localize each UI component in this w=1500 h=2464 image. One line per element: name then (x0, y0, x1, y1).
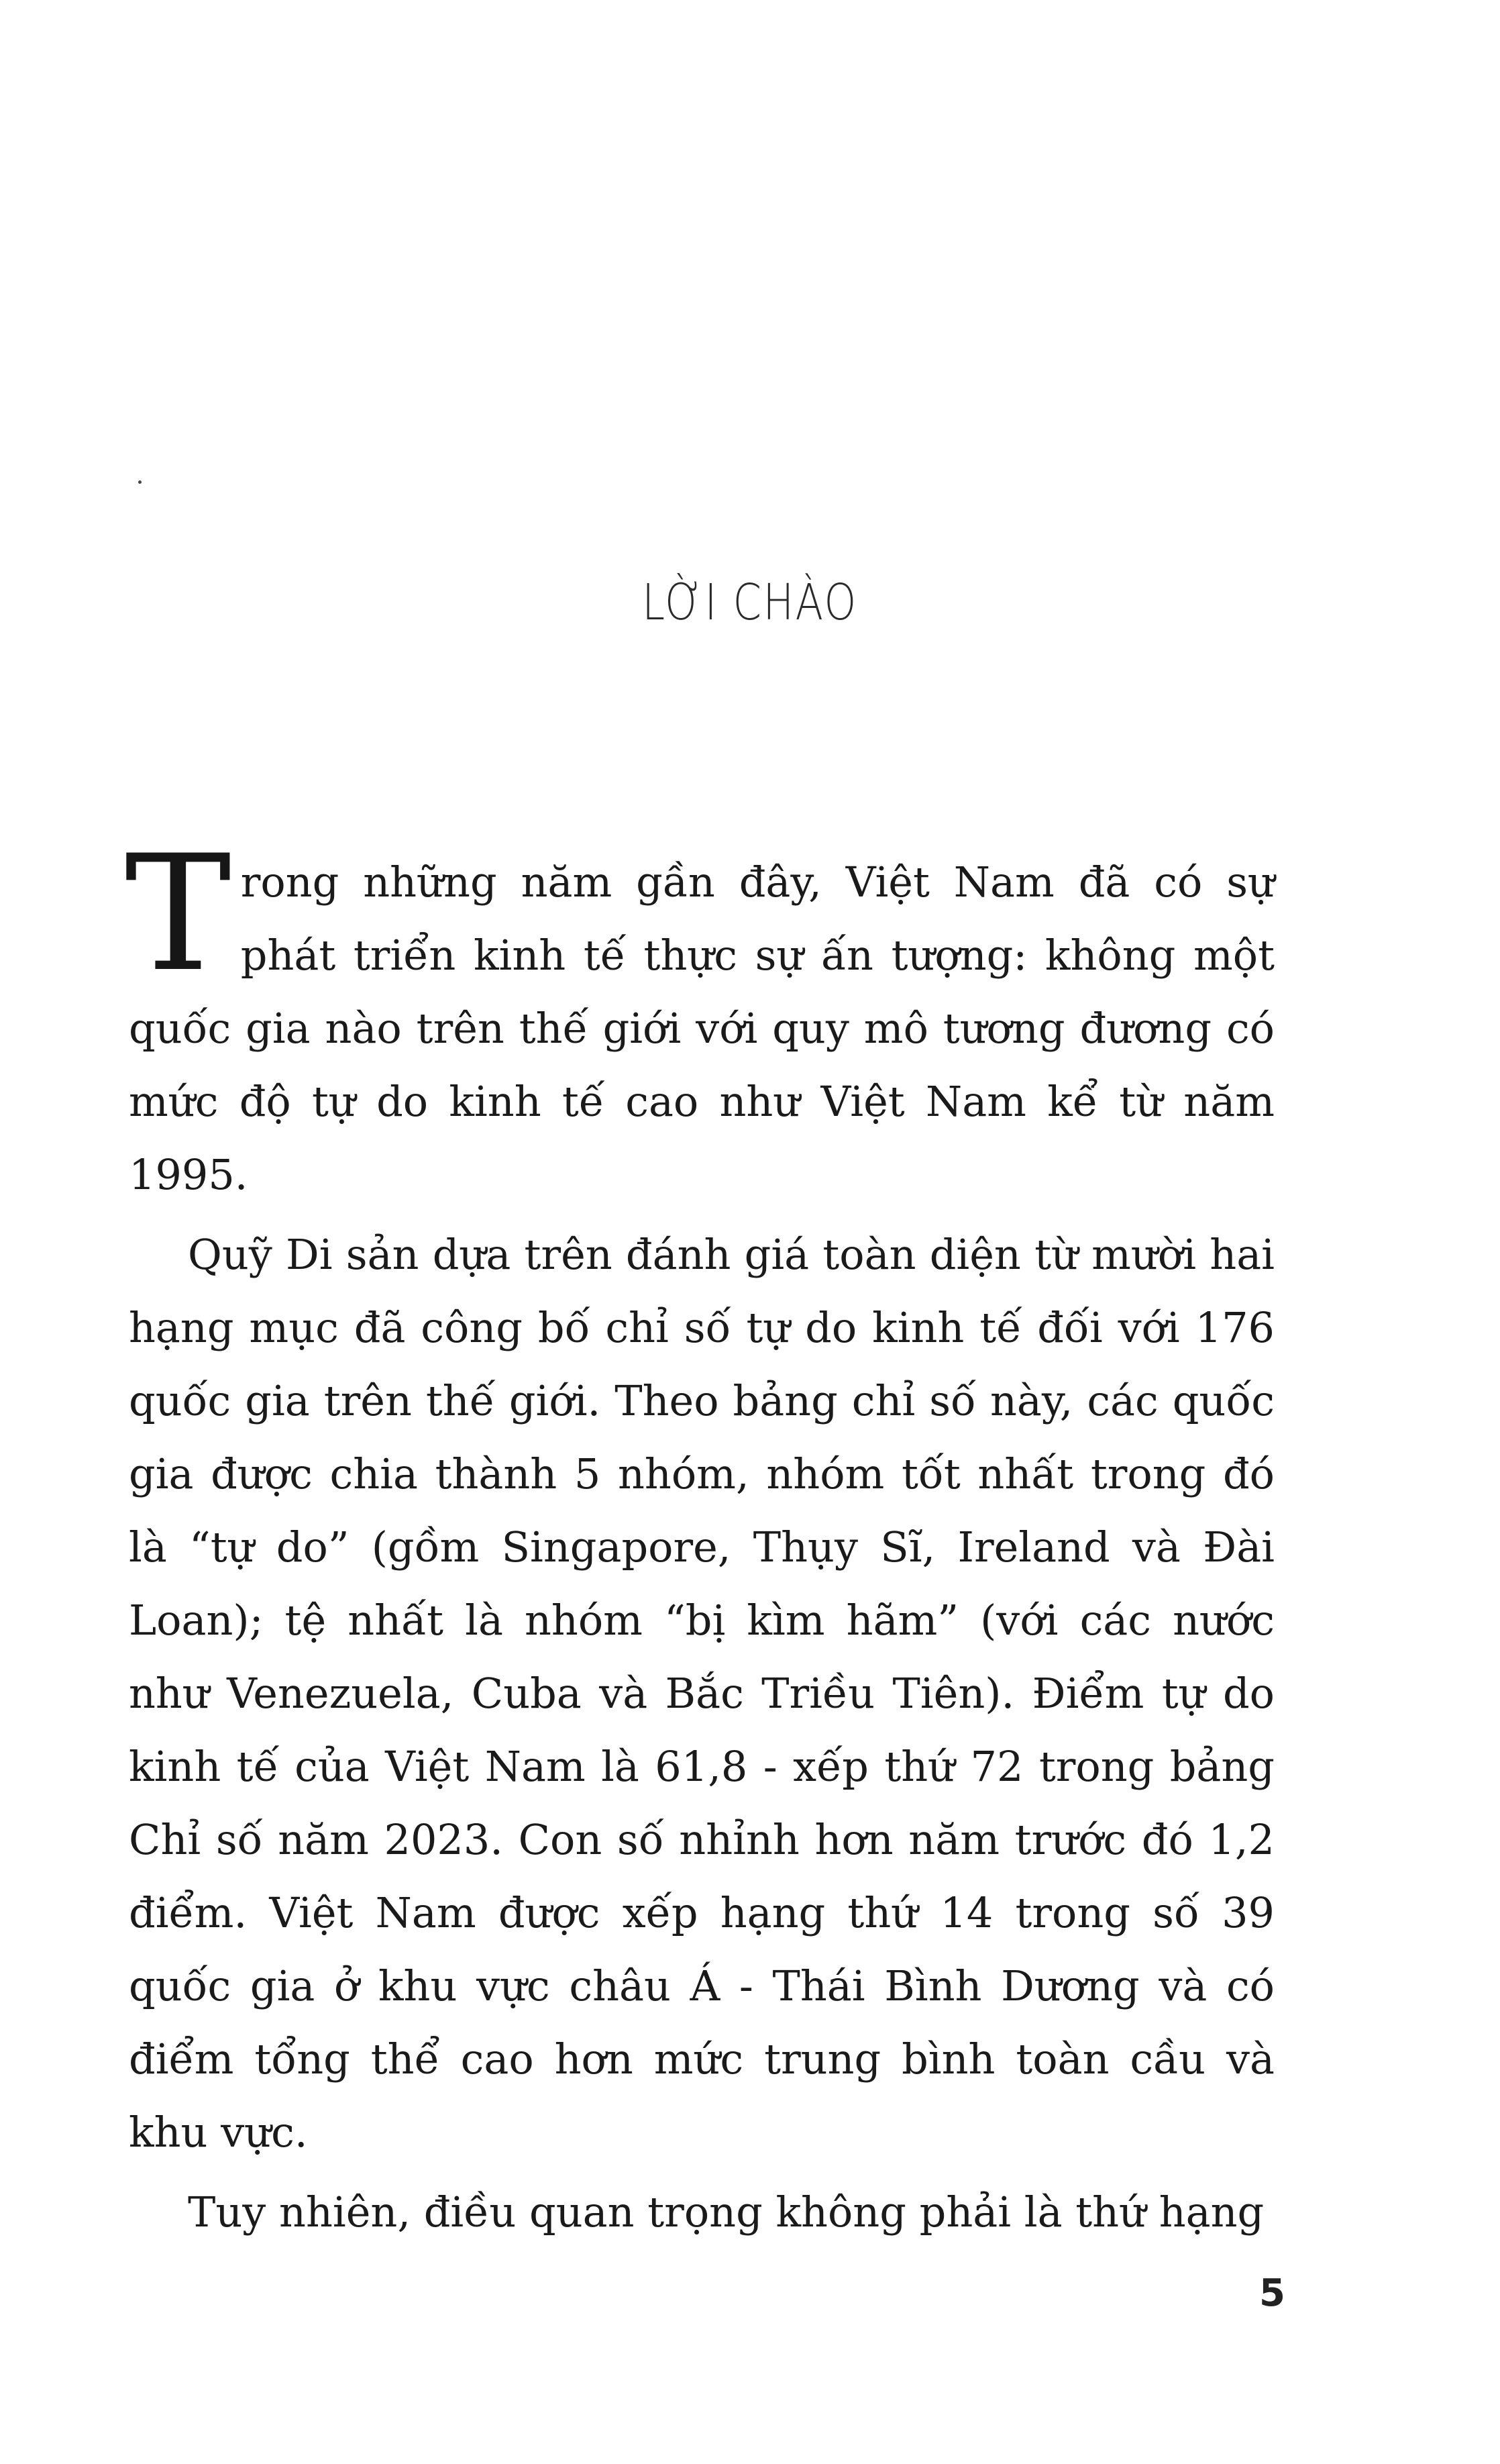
body-text (125, 821, 1275, 2249)
chapter-title: LỜI CHÀO (642, 574, 858, 631)
print-speck (138, 480, 142, 484)
drop-cap: T (125, 821, 231, 1007)
paragraph-2: Quỹ Di sản dựa trên đánh giá toàn diện từ mười hai hạng mục đã công bố chỉ số tự do kinh tế đối với 176 quốc gia trên thế giới. Theo bảng chỉ số này, các quốc gia được chia thành 5 nhóm, nhóm tốt nhất trong đó là “tự do” (gồm Singapore, Thụy Sĩ, Ireland và Đài Loan); tệ nhất là nhóm “bị kìm hãm” (với các nước như Venezuela, Cuba và Bắc Triều Tiên). Điểm tự do kinh tế của Việt Nam là 61,8 - xếp thứ 72 trong bảng Chỉ số năm 2023. Con số nhỉnh hơn năm trước đó 1,2 điểm. Việt Nam được xếp hạng thứ 14 trong số 39 quốc gia ở khu vực châu Á - Thái Bình Dương và có điểm tổng thể cao hơn mức trung bình toàn cầu và khu vực. (129, 1230, 1275, 2157)
paragraph-1 (125, 821, 1275, 1211)
paragraph-3: Tuy nhiên, điều quan trọng không phải là thứ hạng (188, 2188, 1265, 2237)
page-number: 5 (1259, 2271, 1285, 2315)
paragraph-1-text: rong những năm gần đây, Việt Nam đã có sự phát triển kinh tế thực sự ấn tượng: không một quốc gia nào trên thế giới với quy mô tương đương có mức độ tự do kinh tế cao như Việt Nam kể từ năm 1995. (129, 858, 1275, 1199)
